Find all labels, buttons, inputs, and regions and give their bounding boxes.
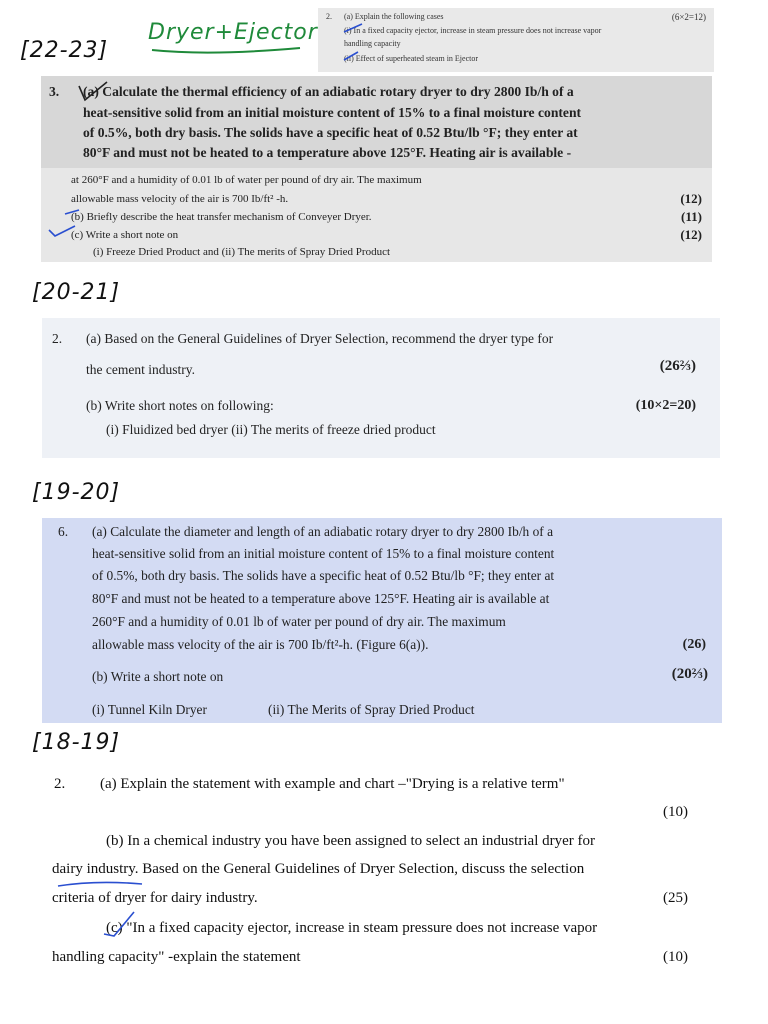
q1819-block [0, 760, 768, 1010]
title-handwritten: Dryer+Ejector [148, 20, 318, 45]
question-line: (ii) The Merits of Spray Dried Product [268, 702, 475, 717]
year-label-1920: [19-20] [32, 480, 121, 505]
clip-2223-ejector [318, 8, 714, 72]
clip-2021-q2 [42, 318, 720, 458]
question-number: 2. [54, 776, 66, 792]
question-number: 3. [49, 84, 60, 99]
question-line: of 0.5%, both dry basis. The solids have a specific heat of 0.52 Btu/lb °F; they enter at [83, 125, 578, 140]
question-line: heat-sensitive solid from an initial moisture content of 15% to a final moisture content [92, 546, 555, 561]
pen-check-mark [100, 908, 140, 940]
question-line: allowable mass velocity of the air is 700 Ib/ft²-h. (Figure 6(a)). [92, 637, 429, 652]
question-line: (a) Based on the General Guidelines of Dryer Selection, recommend the dryer type for [86, 331, 554, 346]
question-line: the cement industry. [86, 362, 195, 377]
marks: (25) [663, 890, 688, 906]
marks: (10) [663, 804, 688, 820]
pen-tick-mark [342, 22, 372, 62]
marks: (10) [663, 949, 688, 965]
question-line: (b) In a chemical industry you have been assigned to select an industrial dryer for [106, 833, 596, 849]
question-line: (b) Write short notes on following: [86, 398, 274, 413]
question-line: criteria of dryer for dairy industry. [52, 890, 258, 906]
marks: (26⅔) [659, 358, 696, 374]
question-line: dairy industry. Based on the General Guidelines of Dryer Selection, discuss the selection [52, 861, 585, 877]
pen-check-mark [45, 206, 85, 242]
clip-1920-q6 [42, 518, 722, 723]
question-line: (a) Explain the following cases [344, 12, 444, 21]
year-label-1819: [18-19] [32, 730, 121, 755]
pen-underline [56, 878, 146, 892]
clip-2223-q3-top [41, 76, 712, 168]
question-line: (c) "In a fixed capacity ejector, increase in steam pressure does not increase vapor [106, 920, 598, 936]
question-line: handling capacity" -explain the statement [52, 949, 301, 965]
clip-2223-q3-bottom [41, 168, 712, 262]
question-number: 2. [52, 331, 63, 346]
question-line: (i) Fluidized bed dryer (ii) The merits of freeze dried product [106, 422, 436, 437]
question-line: of 0.5%, both dry basis. The solids have a specific heat of 0.52 Btu/lb °F; they enter at [92, 568, 555, 583]
year-label-2021: [20-21] [32, 280, 121, 305]
question-line: (i) Tunnel Kiln Dryer [92, 702, 207, 717]
question-line: (i) In a fixed capacity ejector, increase in steam pressure does not increase vapor [344, 26, 602, 35]
question-line: 260°F and a humidity of 0.01 lb of water per pound of dry air. The maximum [92, 614, 506, 629]
question-number: 2. [326, 12, 332, 21]
question-line: (i) Freeze Dried Product and (ii) The merits of Spray Dried Product [93, 246, 391, 258]
green-underline [150, 44, 310, 56]
question-line: at 260°F and a humidity of 0.01 lb of water per pound of dry air. The maximum [71, 174, 422, 186]
question-line: (a) Calculate the thermal efficiency of an adiabatic rotary dryer to dry 2800 Ib/h of a [83, 84, 574, 99]
marks: (26) [682, 637, 706, 652]
marks: (12) [680, 227, 702, 242]
question-line: (b) Briefly describe the heat transfer mechanism of Conveyer Dryer. [71, 211, 372, 223]
question-line: 80°F and must not be heated to a temperature above 125°F. Heating air is available at [92, 591, 550, 606]
question-line: 80°F and must not be heated to a temperature above 125°F. Heating air is available - [83, 145, 572, 160]
question-line: (b) Write a short note on [92, 669, 224, 684]
question-line: heat-sensitive solid from an initial moisture content of 15% to a final moisture content [83, 105, 582, 120]
question-line: allowable mass velocity of the air is 700 Ib/ft² -h. [71, 193, 289, 205]
marks: (20⅔) [671, 666, 708, 682]
question-line: (a) Calculate the diameter and length of an adiabatic rotary dryer to dry 2800 Ib/h of a [92, 524, 554, 539]
marks: (12) [680, 191, 702, 206]
pen-check-mark [77, 78, 113, 106]
marks: (10×2=20) [635, 398, 696, 413]
marks: (6×2=12) [671, 12, 706, 22]
marks: (11) [681, 209, 702, 224]
question-line: (ii) Effect of superheated steam in Ejector [344, 54, 479, 63]
year-label-2223: [22-23] [20, 38, 109, 63]
question-line: handling capacity [344, 39, 401, 48]
question-number: 6. [58, 524, 69, 539]
question-line: (a) Explain the statement with example and chart –"Drying is a relative term" [100, 776, 565, 792]
question-line: (c) Write a short note on [71, 229, 179, 241]
